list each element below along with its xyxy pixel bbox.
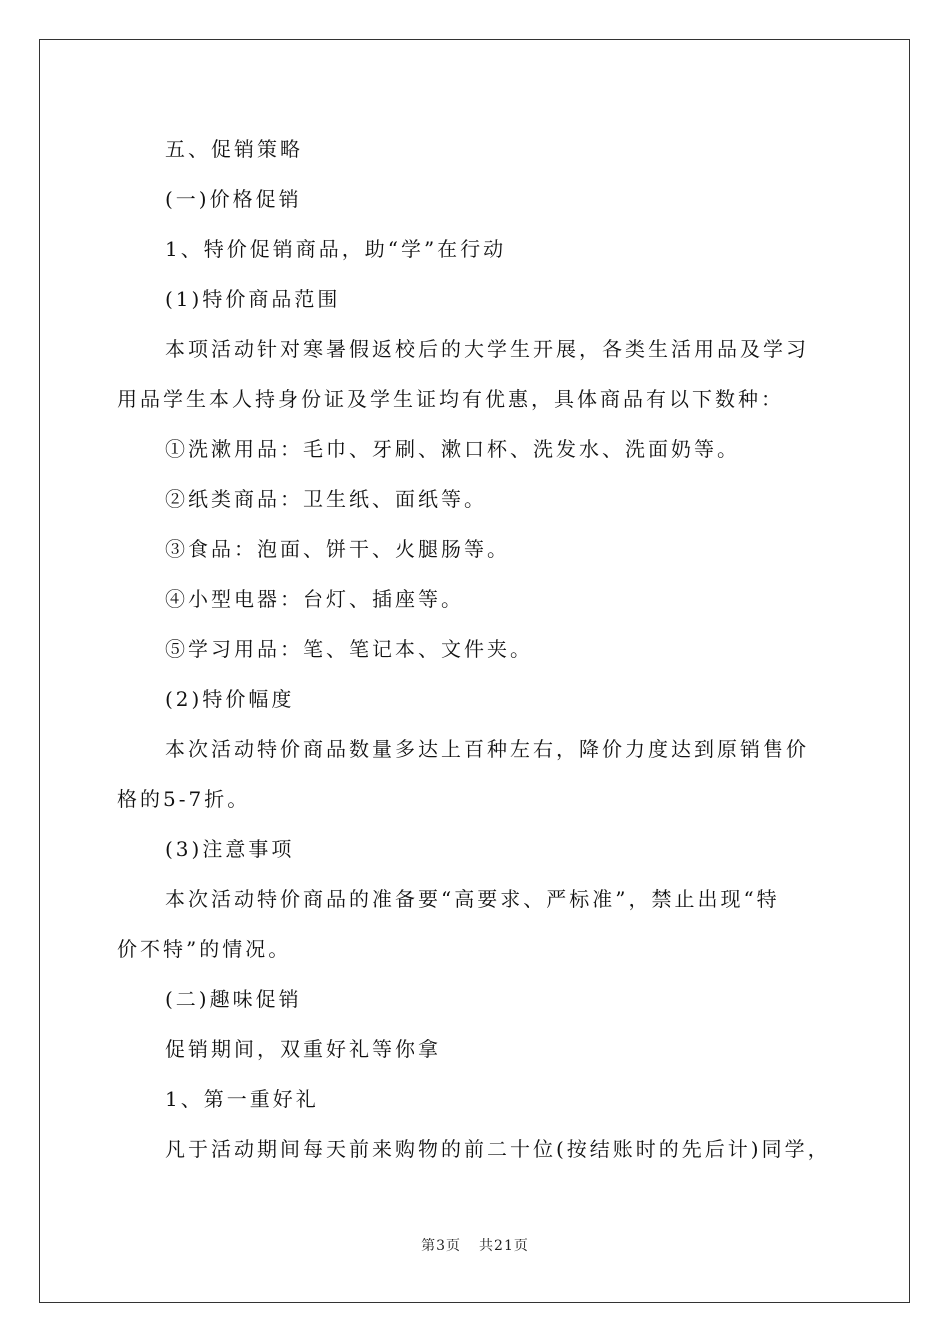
page-border: [39, 39, 910, 1303]
sub-item-heading: (1)特价商品范围: [165, 287, 341, 311]
paragraph-line: 本项活动针对寒暑假返校后的大学生开展，各类生活用品及学习: [165, 337, 809, 361]
page-number: 第3页: [421, 1238, 462, 1254]
item-heading: 1、特价促销商品，助“学”在行动: [165, 237, 507, 261]
paragraph-line: 促销期间，双重好礼等你拿: [165, 1037, 441, 1061]
paragraph-line: 价不特”的情况。: [117, 937, 292, 961]
list-item: ②纸类商品：卫生纸、面纸等。: [165, 487, 487, 511]
list-item: ①洗漱用品：毛巾、牙刷、漱口杯、洗发水、洗面奶等。: [165, 437, 740, 461]
page-total: 共21页: [479, 1238, 529, 1254]
list-item: ⑤学习用品：笔、笔记本、文件夹。: [165, 637, 533, 661]
sub-item-heading: (3)注意事项: [165, 837, 295, 861]
subsection-heading: (一)价格促销: [165, 187, 302, 211]
paragraph-line: 本次活动特价商品的准备要“高要求、严标准”，禁止出现“特: [165, 887, 780, 911]
paragraph-line: 本次活动特价商品数量多达上百种左右，降价力度达到原销售价: [165, 737, 809, 761]
sub-item-heading: (2)特价幅度: [165, 687, 295, 711]
paragraph-line: 凡于活动期间每天前来购物的前二十位(按结账时的先后计)同学，: [165, 1137, 831, 1161]
list-item: ④小型电器：台灯、插座等。: [165, 587, 464, 611]
section-heading: 五、促销策略: [165, 137, 303, 161]
item-heading: 1、第一重好礼: [165, 1087, 319, 1111]
paragraph-line: 格的5-7折。: [117, 787, 251, 811]
subsection-heading: (二)趣味促销: [165, 987, 302, 1011]
list-item: ③食品：泡面、饼干、火腿肠等。: [165, 537, 510, 561]
paragraph-line: 用品学生本人持身份证及学生证均有优惠，具体商品有以下数种：: [117, 387, 784, 411]
page-footer: [0, 1235, 950, 1255]
